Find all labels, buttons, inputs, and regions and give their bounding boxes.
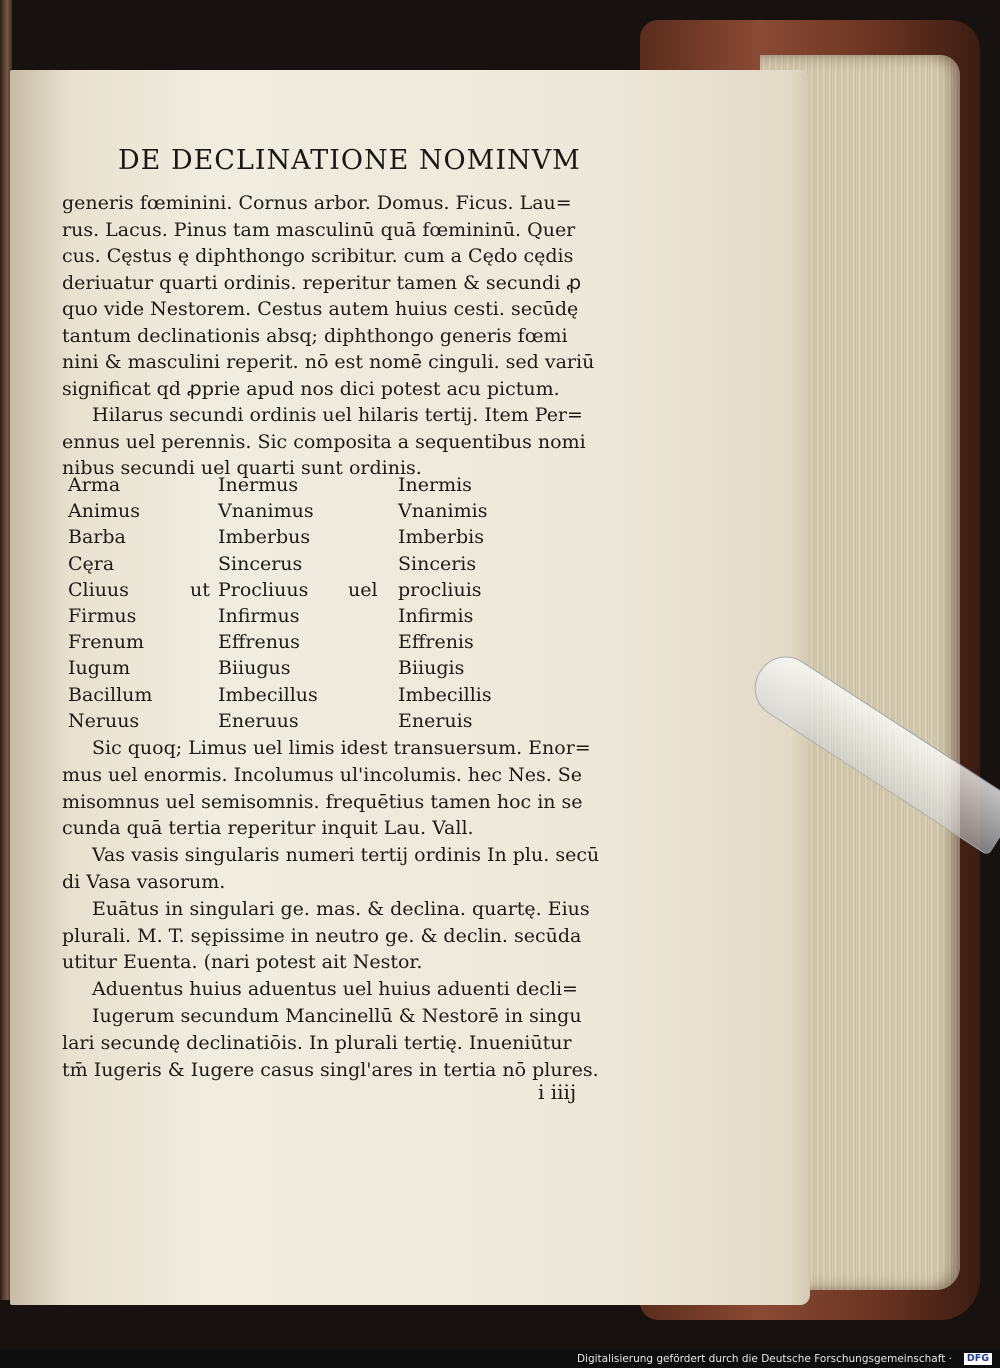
- word-base: Firmus: [68, 604, 137, 627]
- word-row: [68, 710, 628, 736]
- text-line: Euātus in singulari ge. mas. & declina. quartę. Eius: [92, 897, 590, 920]
- text-line: Sic quoq; Limus uel limis idest transuersum. Enor=: [92, 737, 591, 759]
- word-row: [68, 474, 628, 500]
- word-us-form: Imbecillus: [218, 683, 318, 706]
- word-us-form: Inermus: [218, 474, 299, 496]
- dfg-logo: DFG: [964, 1353, 992, 1365]
- word-base: Frenum: [68, 631, 144, 654]
- word-row: [68, 500, 628, 526]
- word-is-form: Eneruis: [398, 709, 473, 732]
- text-block-lower: [62, 735, 662, 1083]
- signature-mark: i iiij: [538, 1080, 577, 1104]
- text-line: rus. Lacus. Pinus tam masculinū quā fœmininū. Quer: [62, 218, 576, 241]
- text-line: tantum declinationis absq; diphthongo generis fœmi: [62, 324, 568, 347]
- word-table: [68, 474, 628, 736]
- footer-credit: Digitalisierung gefördert durch die Deutsche Forschungsgemeinschaft ·: [576, 1353, 952, 1365]
- text-line: cus. Cęstus ę diphthongo scribitur. cum a Cędo cędis: [62, 245, 574, 267]
- text-line: nini & masculini reperit. nō est nomē cinguli. sed variū: [62, 351, 595, 373]
- word-row: [68, 579, 628, 605]
- page-heading: DE DECLINATIONE NOMINVM: [118, 145, 581, 176]
- text-line: tm̄ Iugeris & Iugere casus singl'ares in tertia nō plures.: [62, 1058, 599, 1081]
- text-line: utitur Euenta. (nari potest ait Nestor.: [62, 951, 423, 974]
- word-base: Cęra: [68, 552, 115, 575]
- text-line: mus uel enormis. Incolumus ul'incolumis. hec Nes. Se: [62, 763, 583, 786]
- word-base: Animus: [68, 500, 141, 523]
- text-block-upper: [62, 190, 662, 482]
- text-line: lari secundę declinatiōis. In plurali tertię. Inueniūtur: [62, 1031, 572, 1054]
- word-us-form: Infirmus: [218, 604, 300, 627]
- text-line: cunda quā tertia reperitur inquit Lau. Vall.: [62, 817, 474, 840]
- word-row: [68, 553, 628, 579]
- word-us-form: Eneruus: [218, 709, 299, 732]
- text-line: misomnus uel semisomnis. frequētius tamen hoc in se: [62, 790, 583, 813]
- text-line: Iugerum secundum Mancinellū & Nestorē in singu: [92, 1004, 582, 1027]
- text-line: Vas vasis singularis numeri tertij ordinis In plu. secū: [92, 844, 600, 867]
- text-line: deriuatur quarti ordinis. reperitur tamen & secundi ꝓ: [62, 271, 582, 294]
- word-us-form: Imberbus: [218, 526, 311, 549]
- word-is-form: Vnanimis: [398, 500, 488, 523]
- word-is-form: Sinceris: [398, 552, 477, 575]
- word-is-form: Inermis: [398, 474, 472, 496]
- connector-uel: uel: [348, 578, 378, 601]
- word-us-form: Procliuus: [218, 578, 309, 601]
- word-is-form: Imberbis: [398, 526, 485, 549]
- word-is-form: Biiugis: [398, 657, 465, 680]
- word-us-form: Biiugus: [218, 657, 291, 680]
- word-is-form: Effrenis: [398, 631, 474, 654]
- text-line: plurali. M. T. sępissime in neutro ge. & declin. secūda: [62, 924, 582, 947]
- word-base: Neruus: [68, 709, 140, 732]
- text-line: di Vasa vasorum.: [62, 870, 226, 893]
- footer-bar: [0, 1350, 1000, 1368]
- word-base: Iugum: [68, 657, 131, 680]
- word-base: Cliuus: [68, 578, 129, 601]
- text-line: quo vide Nestorem. Cestus autem huius cesti. secūdę: [62, 298, 579, 320]
- word-base: Arma: [68, 474, 121, 496]
- word-is-form: procliuis: [398, 578, 482, 601]
- word-base: Barba: [68, 526, 126, 549]
- text-line: nibus secundi uel quarti sunt ordinis.: [62, 457, 422, 479]
- word-is-form: Imbecillis: [398, 683, 492, 706]
- word-base: Bacillum: [68, 683, 153, 706]
- word-row: [68, 605, 628, 631]
- word-us-form: Effrenus: [218, 631, 300, 654]
- word-us-form: Vnanimus: [218, 500, 314, 523]
- word-row: [68, 526, 628, 552]
- word-us-form: Sincerus: [218, 552, 303, 575]
- text-line: Aduentus huius aduentus uel huius aduenti decli=: [92, 978, 578, 1001]
- text-line: ennus uel perennis. Sic composita a sequentibus nomi: [62, 430, 586, 453]
- text-line: significat qd ꝓprie apud nos dici potest acu pictum.: [62, 377, 560, 400]
- text-line: generis fœminini. Cornus arbor. Domus. Ficus. Lau=: [62, 192, 572, 214]
- word-row: [68, 657, 628, 683]
- word-row: [68, 684, 628, 710]
- word-is-form: Infirmis: [398, 604, 474, 627]
- word-row: [68, 631, 628, 657]
- connector-ut: ut: [190, 578, 210, 601]
- text-line: Hilarus secundi ordinis uel hilaris tertij. Item Per=: [92, 404, 583, 426]
